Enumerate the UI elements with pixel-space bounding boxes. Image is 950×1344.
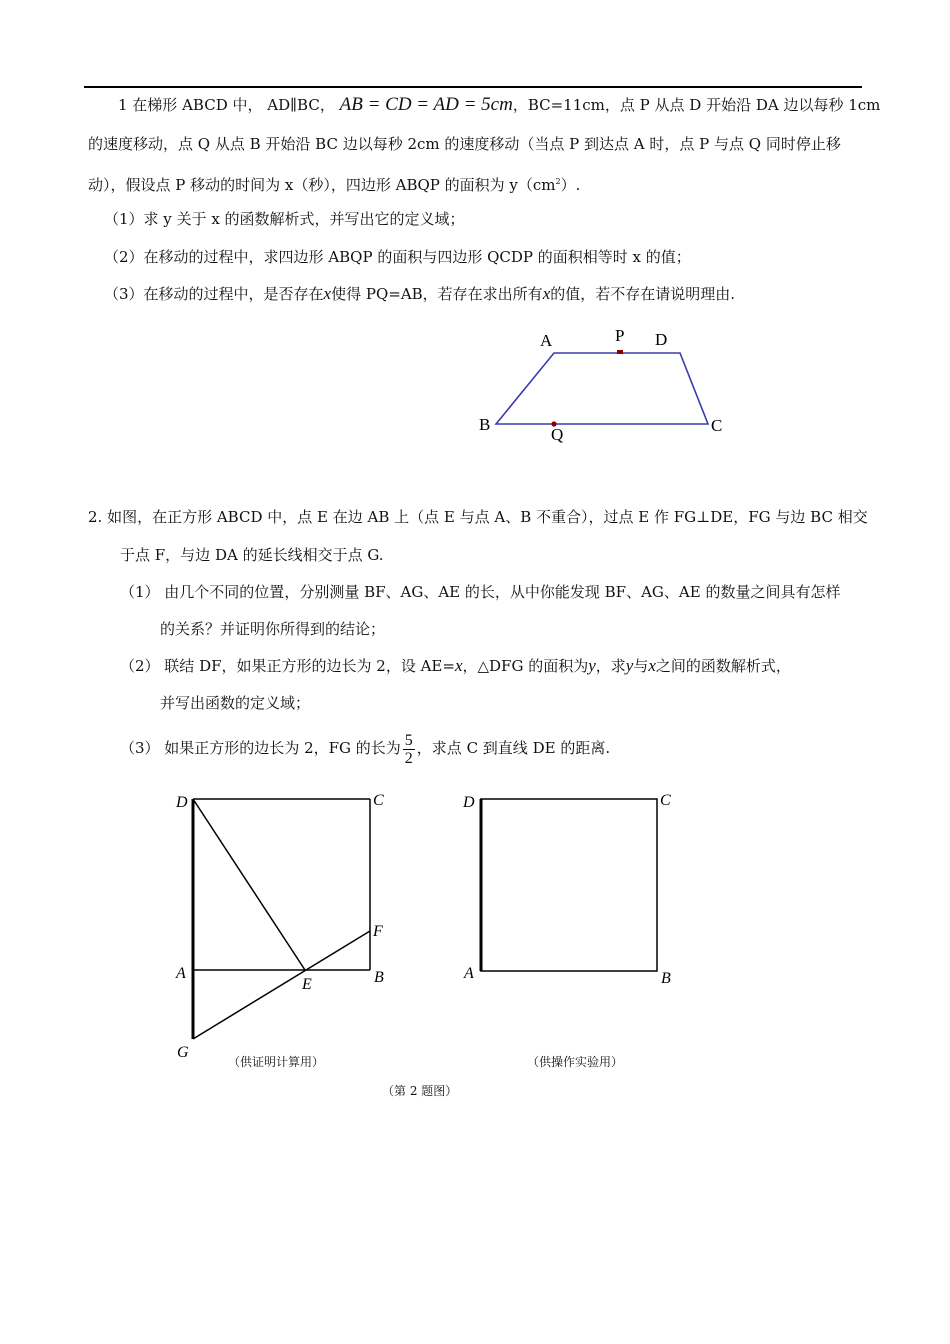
fig1-label-b: B <box>374 969 384 986</box>
q1-sub3-b: 使得 PQ=AB，若存在求出所有 <box>331 285 543 303</box>
label-p: P <box>615 326 625 345</box>
fig1-label-d: D <box>176 794 188 811</box>
q1-sub3-c: 的值，若不存在请说明理由. <box>550 285 736 303</box>
q2-sub2-a5: 之间的函数解析式， <box>655 657 791 675</box>
fig2-label-c: C <box>660 792 671 809</box>
q1-line1-end: ，BC=11cm，点 P 从点 D 开始沿 DA 边以每秒 1cm <box>512 96 881 114</box>
q2-sub2-a2: ，△DFG 的面积为 <box>462 657 589 675</box>
q1-unit-sup: 2 <box>555 177 561 186</box>
fig2-label-d: D <box>463 794 475 811</box>
q1-sub3-a: （3）在移动的过程中，是否存在 <box>104 285 324 303</box>
q2-var-y: y <box>588 656 596 675</box>
caption-proof: （供证明计算用） <box>228 1055 325 1069</box>
segment-de <box>193 799 305 970</box>
q1-line3-end: ）. <box>560 176 581 194</box>
q1-line2: 的速度移动，点 Q 从点 B 开始沿 BC 边以每秒 2cm 的速度移动（当点 P 到达点 A 时，点 P 与点 Q 同时停止移 <box>88 135 841 153</box>
q2-line1: 2. 如图，在正方形 ABCD 中，点 E 在边 AB 上（点 E 与点 A、B 不重合），过点 E 作 FG⊥DE，FG 与边 BC 相交 <box>88 508 868 526</box>
q1-var-x: x <box>323 284 332 303</box>
fig1-label-e: E <box>302 976 312 993</box>
label-q: Q <box>551 425 564 444</box>
square-abcd <box>481 799 657 971</box>
q2-var-x: x <box>454 656 463 675</box>
q2-var-x: x <box>648 656 656 675</box>
fig2-label-a: A <box>464 965 474 982</box>
label-a: A <box>540 331 553 350</box>
fig1-label-g: G <box>177 1044 189 1061</box>
q2-sub2-a3: ，求 <box>595 657 626 675</box>
q1-var-x: x <box>542 284 551 303</box>
q2-sub3-a: （3） 如果正方形的边长为 2，FG 的长为 <box>120 739 401 757</box>
fig1-label-f: F <box>373 923 383 940</box>
figure-experiment <box>462 792 671 987</box>
fraction-denominator: 2 <box>404 749 413 767</box>
q1-sub1: （1）求 y 关于 x 的函数解析式，并写出它的定义域； <box>104 210 465 228</box>
q2-sub2-a1: （2） 联结 DF，如果正方形的边长为 2，设 AE= <box>120 657 455 675</box>
fig1-label-c: C <box>373 792 384 809</box>
caption-experiment: （供操作实验用） <box>527 1055 624 1069</box>
q2-sub3-b: ，求点 C 到直线 DE 的距离. <box>416 739 611 757</box>
q2-sub1: （1） 由几个不同的位置，分别测量 BF、AG、AE 的长，从中你能发现 BF、AG、AE 的数量之间具有怎样 <box>120 583 841 601</box>
q2-sub2-cont: 并写出函数的定义域； <box>160 694 311 712</box>
figure-proof <box>175 792 384 1061</box>
fig2-label-b: B <box>661 970 671 987</box>
q1-line1-start: 1 在梯形 ABCD 中， AD∥BC， <box>118 96 335 114</box>
q1-line3-start: 动），假设点 P 移动的时间为 x（秒），四边形 ABQP 的面积为 y（cm <box>88 176 556 194</box>
label-b: B <box>479 415 491 434</box>
q2-sub1-cont: 的关系？并证明你所得到的结论； <box>160 620 386 638</box>
fig1-label-a: A <box>176 965 186 982</box>
segment-gf <box>193 931 370 1039</box>
q2-sub2-a4: 与 <box>633 657 649 675</box>
label-c: C <box>711 416 723 435</box>
caption-figure: （第 2 题图） <box>382 1084 458 1098</box>
label-d: D <box>655 330 668 349</box>
q1-equation: AB = CD = AD = 5cm <box>339 94 513 115</box>
fraction-numerator: 5 <box>404 731 413 749</box>
q2-line2: 于点 F，与边 DA 的延长线相交于点 G. <box>120 546 384 564</box>
q1-sub2: （2）在移动的过程中，求四边形 ABQP 的面积与四边形 QCDP 的面积相等时 x 的值； <box>104 248 691 266</box>
q2-var-y: y <box>625 656 634 675</box>
